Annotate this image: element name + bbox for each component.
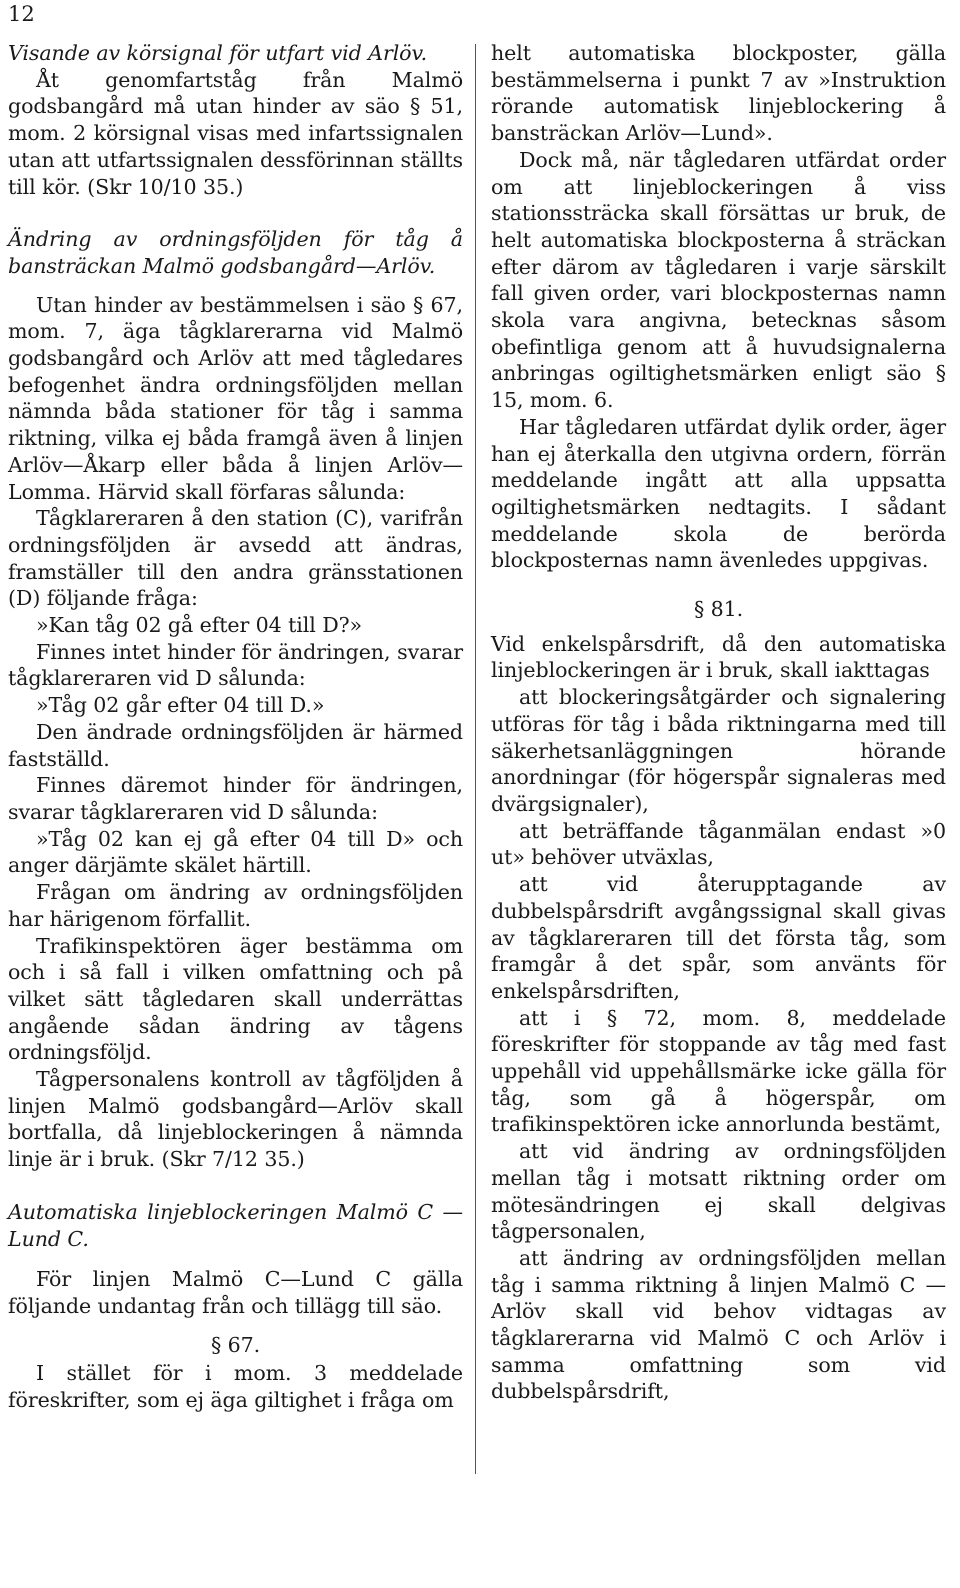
paragraph: att beträffande tåganmälan endast »0 ut» behöver utväxlas,: [491, 818, 946, 870]
paragraph: Utan hinder av bestämmelsen i säo § 67, mom. 7, äga tågklarerarna vid Malmö godsbangård och Arlöv att med tågledares befogenhet ändra ordningsföljden mellan nämnda båda stationer för tåg i samma riktning, vilka ej båda framgå även å linjen Arlöv—Åkarp eller båda å linjen Arlöv—Lomma. Härvid skall förfaras sålunda:: [8, 292, 463, 504]
page-number: 12: [8, 2, 35, 26]
paragraph: att ändring av ordningsföljden mellan tåg i samma riktning å linjen Malmö C —Arlöv skall vid behov vidtagas av tågklarerarna vid Malmö C och Arlöv i samma omfattning som vid dubbelspårsdrift,: [491, 1245, 946, 1404]
paragraph: Tågpersonalens kontroll av tågföljden å linjen Malmö godsbangård—Arlöv skall bortfalla, då linjeblockeringen å nämnda linje är i bruk. (Skr 7/12 35.): [8, 1067, 463, 1172]
paragraph: att blockeringsåtgärder och signalering utföras för tåg i båda riktningarna med till säkerhetsanläggningen hörande anordningar (för högerspår signaleras med dvärgsignaler),: [491, 685, 946, 816]
quote-answer: »Tåg 02 kan ej gå efter 04 till D» och anger därjämte skälet härtill.: [8, 826, 463, 878]
paragraph: att vid återupptagande av dubbelspårsdrift avgångssignal skall givas av tågklareraren till det första tåg, som framgår å det spår, som använts för enkelspårsdriften,: [491, 872, 946, 1003]
paragraph: I stället för i mom. 3 meddelade föreskrifter, som ej äga giltighet i fråga om: [8, 1361, 463, 1413]
quote-answer: »Tåg 02 går efter 04 till D.»: [36, 693, 325, 718]
paragraph: Finnes däremot hinder för ändringen, svarar tågklareraren vid D sålunda:: [8, 773, 463, 824]
paragraph: Finnes intet hinder för ändringen, svarar tågklareraren vid D sålunda:: [8, 639, 463, 691]
paragraph: Vid enkelspårsdrift, då den automatiska linjeblockeringen är i bruk, skall iakttagas: [491, 631, 946, 683]
paragraph: Dock må, när tågledaren utfärdat order om att linjeblockeringen å viss stationssträcka skall försättas ur bruk, de helt automatiska blockposterna å sträckan efter därom av tågledaren i varje särskilt fall given order, vari blockposternas namn skola vara angivna, betecknas såsom obefintliga genom att å huvudsignalerna anbringas ogiltighetsmärken enligt säo § 15, mom. 6.: [491, 147, 946, 413]
paragraph: helt automatiska blockposter, gälla bestämmelserna i punkt 7 av »Instruktion rörande automatisk linjeblockering å bansträckan Arlöv—Lund».: [491, 41, 946, 146]
paragraph: Tågklareraren å den station (C), varifrån ordningsföljden är avsedd att ändras, framställer till den andra gränsstationen (D) följande fråga:: [8, 506, 463, 611]
paragraph: För linjen Malmö C—Lund C gälla följande undantag från och tillägg till säo.: [8, 1267, 463, 1318]
paragraph: att vid ändring av ordningsföljden mellan tåg i motsatt riktning order om mötesändringen ej skall delgivas tågpersonalen,: [491, 1139, 946, 1244]
heading-linjeblockeringen: Automatiska linjeblockeringen Malmö C —Lund C.: [8, 1199, 463, 1251]
paragraph: Frågan om ändring av ordningsföljden har härigenom förfallit.: [8, 880, 463, 931]
paragraph: Har tågledaren utfärdat dylik order, äger han ej återkalla den utgivna ordern, förrän meddelande ingått att alla uppsatta ogiltighetsmärken nedtagits. I sådant meddelande skola de berörda blockposternas namn ävenledes uppgivas.: [491, 414, 946, 573]
quote-question: »Kan tåg 02 gå efter 04 till D?»: [36, 613, 363, 638]
paragraph: att i § 72, mom. 8, meddelade föreskrifter för stoppande av tåg med fast uppehåll vid uppehållsmärke icke gälla för tåg, som gå å högerspår, om trafikinspektören icke annorlunda bestämt,: [491, 1005, 946, 1137]
paragraph: Trafikinspektören äger bestämma om och i så fall i vilken omfattning och på vilket sätt tågledaren skall underrättas angående sådan ändring av tågens ordningsföljd.: [8, 933, 463, 1065]
right-column: [491, 40, 946, 1405]
heading-ordningsfoljd: Ändring av ordningsföljden för tåg å bansträckan Malmö godsbangård—Arlöv.: [8, 227, 463, 278]
heading-korsignal: Visande av körsignal för utfart vid Arlöv.: [8, 41, 428, 65]
column-divider: [475, 44, 476, 1474]
paragraph: Den ändrade ordningsföljden är härmed fastställd.: [8, 719, 463, 771]
left-column: [8, 40, 463, 1414]
paragraph: Åt genomfartståg från Malmö godsbangård må utan hinder av säo § 51, mom. 2 körsignal visas med infartssignalen utan att utfartssignalen dessförinnan ställts till kör. (Skr 10/10 35.): [8, 67, 463, 199]
section-number: § 67.: [210, 1332, 261, 1357]
section-number: § 81.: [693, 597, 744, 622]
